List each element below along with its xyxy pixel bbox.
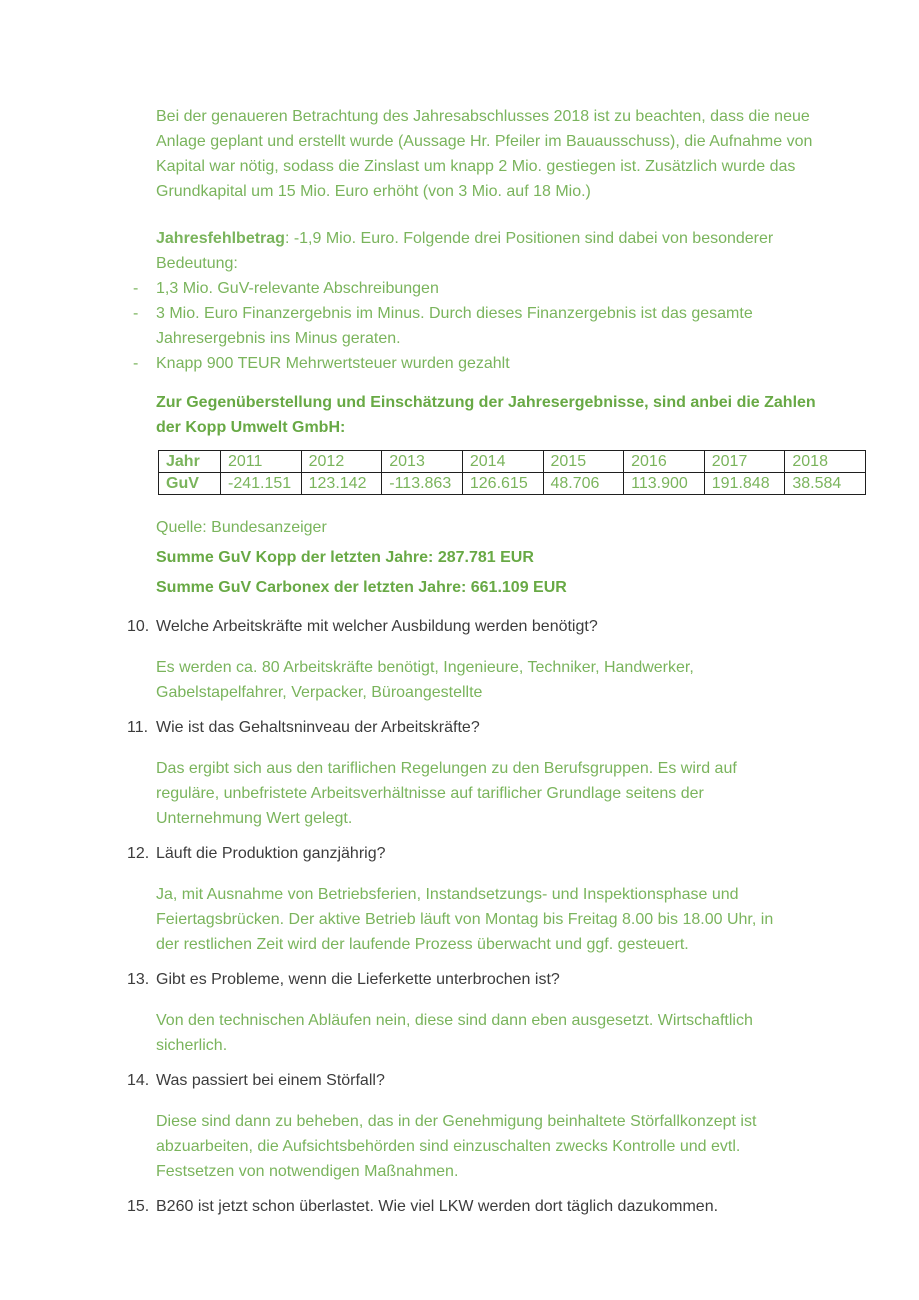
intro-paragraph: Bei der genaueren Betrachtung des Jahresabschlusses 2018 ist zu beachten, dass die neue Anlage geplant und erstellt wurde (Aussage Hr. Pfeiler im Bauausschuss), die Aufnahme von Kapital war nötig, sodass die Zinslast um knapp 2 Mio. gestiegen ist. Zusätzlich wurde das Grundkapital um 15 Mio. Euro erhöht (von 3 Mio. auf 18 Mio.)	[156, 108, 813, 200]
question-row	[127, 614, 886, 639]
question-row	[127, 715, 886, 740]
table-cell: 113.900	[624, 473, 705, 495]
question-number: 14.	[127, 1072, 150, 1089]
table-header-cell: 2011	[221, 451, 302, 473]
sum-kopp-line: Summe GuV Kopp der letzten Jahre: 287.781 EUR	[156, 549, 534, 566]
deficit-term: Jahresfehlbetrag	[156, 230, 285, 247]
question-text: Läuft die Produktion ganzjährig?	[156, 845, 386, 862]
answer-text: Ja, mit Ausnahme von Betriebsferien, Instandsetzungs- und Inspektionsphase und Feiertagsbrücken. Der aktive Betrieb läuft von Montag bis Freitag 8.00 bis 18.00 Uhr, in der restlichen Zeit wird der laufende Prozess überwacht und ggf. gesteuert.	[156, 886, 774, 953]
answer-text: Von den technischen Abläufen nein, diese sind dann eben ausgesetzt. Wirtschaftlich sicherlich.	[156, 1012, 753, 1054]
question-row	[127, 1194, 886, 1219]
table-header-cell: 2012	[301, 451, 382, 473]
qa-block-13	[127, 967, 886, 1058]
answer-text: Das ergibt sich aus den tariflichen Regelungen zu den Berufsgruppen. Es wird auf reguläre, unbefristete Arbeitsverhältnisse auf tariflicher Grundlage seitens der Unternehmung Wert gelegt.	[156, 760, 737, 827]
table-cell: 123.142	[301, 473, 382, 495]
qa-block-15	[127, 1194, 886, 1219]
question-text: B260 ist jetzt schon überlastet. Wie viel LKW werden dort täglich dazukommen.	[156, 1198, 719, 1215]
table-header-cell: 2018	[785, 451, 866, 473]
bullet-item	[133, 301, 886, 351]
table-cell: -241.151	[221, 473, 302, 495]
question-text: Wie ist das Gehaltsninveau der Arbeitskräfte?	[156, 719, 480, 736]
question-text: Gibt es Probleme, wenn die Lieferkette unterbrochen ist?	[156, 971, 560, 988]
qa-block-14	[127, 1068, 886, 1184]
bullet-text: 1,3 Mio. GuV-relevante Abschreibungen	[156, 280, 439, 297]
answer-text: Diese sind dann zu beheben, das in der Genehmigung beinhaltete Störfallkonzept ist abzuarbeiten, die Aufsichtsbehörden sind einzuschalten zwecks Kontrolle und evtl. Festsetzen von notwendigen Maßnahmen.	[156, 1113, 757, 1180]
question-number: 10.	[127, 618, 150, 635]
question-number: 15.	[127, 1198, 150, 1215]
table-cell: 38.584	[785, 473, 866, 495]
table-cell: 48.706	[543, 473, 624, 495]
dash-bullet-marker: -	[133, 355, 139, 372]
deficit-paragraph	[156, 226, 886, 276]
table-cell: 126.615	[462, 473, 543, 495]
table-header-row	[159, 451, 866, 473]
deficit-bullet-list	[133, 276, 886, 376]
table-header-cell: 2014	[462, 451, 543, 473]
bullet-text: Knapp 900 TEUR Mehrwertsteuer wurden gezahlt	[156, 355, 510, 372]
sum-carbonex-line: Summe GuV Carbonex der letzten Jahre: 661.109 EUR	[156, 579, 567, 596]
answer-text: Es werden ca. 80 Arbeitskräfte benötigt, Ingenieure, Techniker, Handwerker, Gabelstapelfahrer, Verpacker, Büroangestellte	[156, 659, 694, 701]
question-text: Was passiert bei einem Störfall?	[156, 1072, 385, 1089]
table-header-cell: 2013	[382, 451, 463, 473]
question-number: 12.	[127, 845, 150, 862]
table-header-cell: 2015	[543, 451, 624, 473]
question-number: 11.	[127, 719, 149, 736]
deficit-rest: : -1,9 Mio. Euro. Folgende drei Positionen sind dabei von besonderer Bedeutung:	[156, 230, 774, 272]
question-row	[127, 1068, 886, 1093]
table-value-row	[159, 473, 866, 495]
bullet-item	[133, 276, 886, 301]
table-header-cell: Jahr	[159, 451, 221, 473]
qa-block-12	[127, 841, 886, 957]
qa-block-10	[127, 614, 886, 705]
bullet-item	[133, 351, 886, 376]
question-number: 13.	[127, 971, 150, 988]
guv-comparison-table	[158, 450, 866, 495]
dash-bullet-marker: -	[133, 305, 139, 322]
bullet-text: 3 Mio. Euro Finanzergebnis im Minus. Durch dieses Finanzergebnis ist das gesamte Jahresergebnis ins Minus geraten.	[156, 305, 753, 347]
question-text: Welche Arbeitskräfte mit welcher Ausbildung werden benötigt?	[156, 618, 598, 635]
table-cell: -113.863	[382, 473, 463, 495]
qa-block-11	[127, 715, 886, 831]
dash-bullet-marker: -	[133, 280, 139, 297]
question-row	[127, 967, 886, 992]
table-cell: 191.848	[704, 473, 785, 495]
table-header-cell: 2016	[624, 451, 705, 473]
question-row	[127, 841, 886, 866]
source-note: Quelle: Bundesanzeiger	[156, 519, 327, 536]
document-content	[127, 104, 886, 1235]
table-row-label: GuV	[159, 473, 221, 495]
comparison-heading: Zur Gegenüberstellung und Einschätzung der Jahresergebnisse, sind anbei die Zahlen der Kopp Umwelt GmbH:	[156, 394, 816, 436]
table-header-cell: 2017	[704, 451, 785, 473]
